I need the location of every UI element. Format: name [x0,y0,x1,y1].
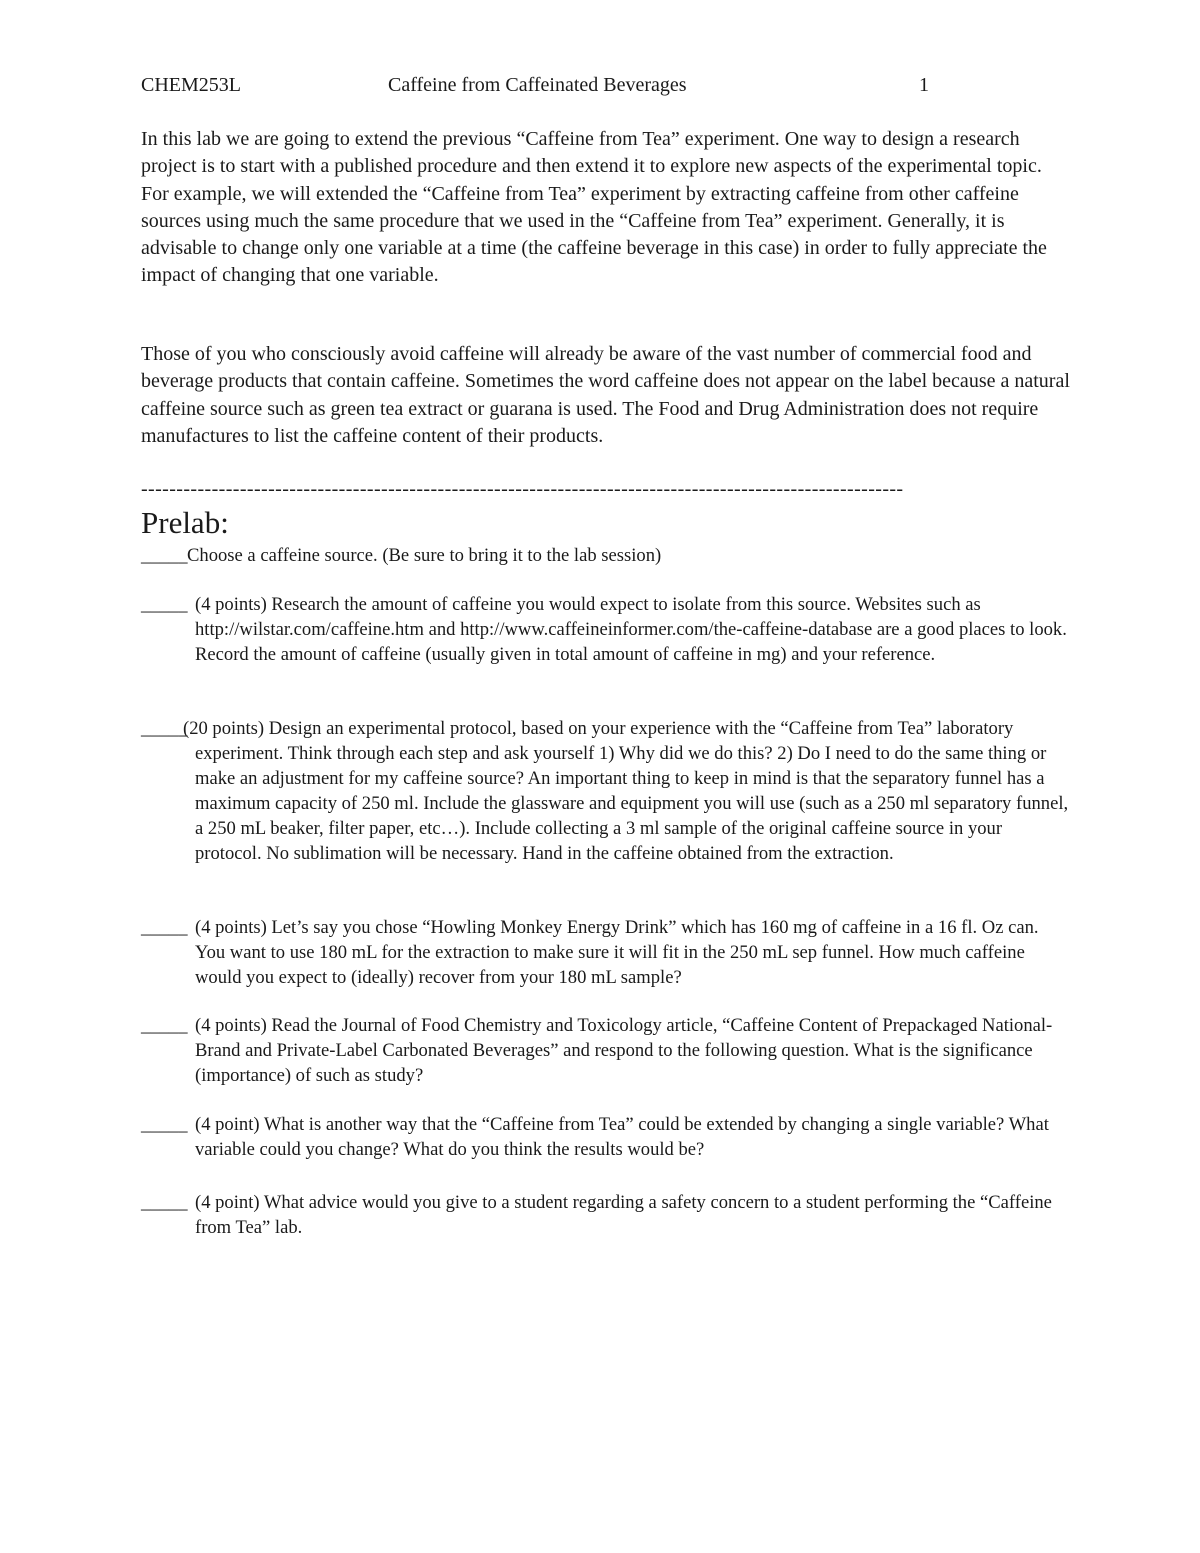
intro-paragraph-1: In this lab we are going to extend the previous “Caffeine from Tea” experiment. One way to design a research project is to start with a published procedure and then extend it to explore new aspects of the experimental topic. For example, we will extended the “Caffeine from Tea” experiment by extracting caffeine from other caffeine sources using much the same procedure that we used in the “Caffeine from Tea” experiment. Generally, it is advisable to change only one variable at a time (the caffeine beverage in this case) in order to fully appreciate the impact of changing that one variable. [141,128,1047,287]
task-points: (20 points) [183,718,265,739]
answer-blank: _____ [141,917,188,938]
document-title: Caffeine from Caffeinated Beverages [388,74,687,96]
answer-blank: _____ [141,1114,188,1135]
task-text: (4 points) Read the Journal of Food Chemistry and Toxicology article, “Caffeine Content of Prepackaged National-Brand and Private-Label Carbonated Beverages” and respond to the following question. What is the significance (importance) of such as study? [195,1015,1053,1086]
answer-blank: _____ [141,1015,188,1036]
answer-blank: _____ [141,718,188,739]
page-number: 1 [919,74,929,96]
prelab-task-read-article [141,1013,1071,1088]
answer-blank: _____ [141,1192,188,1213]
page-header [141,74,941,100]
answer-blank: _____ [141,545,188,566]
answer-blank: _____ [141,594,188,615]
task-text: (4 points) Let’s say you chose “Howling Monkey Energy Drink” which has 160 mg of caffeine in a 16 fl. Oz can. You want to use 180 mL for the extraction to make sure it will fit in the 250 mL sep funnel. How much caffeine would you expect to (ideally) recover from your 180 mL sample? [195,917,1039,988]
prelab-task-choose-source [141,543,1071,568]
course-code: CHEM253L [141,74,241,96]
prelab-task-design-protocol [141,716,1071,866]
task-text: (4 point) What advice would you give to a student regarding a safety concern to a student performing the “Caffeine from Tea” lab. [195,1192,1052,1238]
task-text: (4 points) Research the amount of caffeine you would expect to isolate from this source. Websites such as http://wilstar.com/caffeine.htm and http://www.caffeineinformer.com/the-caffeine-database are a good places to look. Record the amount of caffeine (usually given in total amount of caffeine in mg) and your reference. [195,594,1067,665]
intro-paragraph-2: Those of you who consciously avoid caffeine will already be aware of the vast number of commercial food and beverage products that contain caffeine. Sometimes the word caffeine does not appear on the label because a natural caffeine source such as green tea extract or guarana is used. The Food and Drug Administration does not require manufactures to list the caffeine content of their products. [141,343,1070,447]
task-text: Choose a caffeine source. (Be sure to bring it to the lab session) [187,545,662,566]
prelab-task-safety [141,1190,1071,1240]
task-body: Design an experimental protocol, based on your experience with the “Caffeine from Tea” laboratory experiment. Think through each step and ask yourself 1) Why did we do this? 2) Do I need to do the same thing or make an adjustment for my caffeine source? An important thing to keep in mind is that the separatory funnel has a maximum capacity of 250 ml. Include the glassware and equipment you will use (such as a 250 ml separatory funnel, a 250 mL beaker, filter paper, etc…). Include collecting a 3 ml sample of the original caffeine source in your protocol. No sublimation will be necessary. Hand in the caffeine obtained from the extraction. [195,718,1069,864]
section-divider: ------------------------------------------------------------------------------------------------------------ [141,478,904,500]
prelab-task-calculation [141,915,1071,990]
prelab-heading: Prelab: [141,505,229,540]
prelab-task-extension [141,1112,1071,1162]
prelab-task-research-amount [141,592,1071,667]
task-text: (4 point) What is another way that the “Caffeine from Tea” could be extended by changing a single variable? What variable could you change? What do you think the results would be? [195,1114,1049,1160]
task-text [141,716,1071,866]
